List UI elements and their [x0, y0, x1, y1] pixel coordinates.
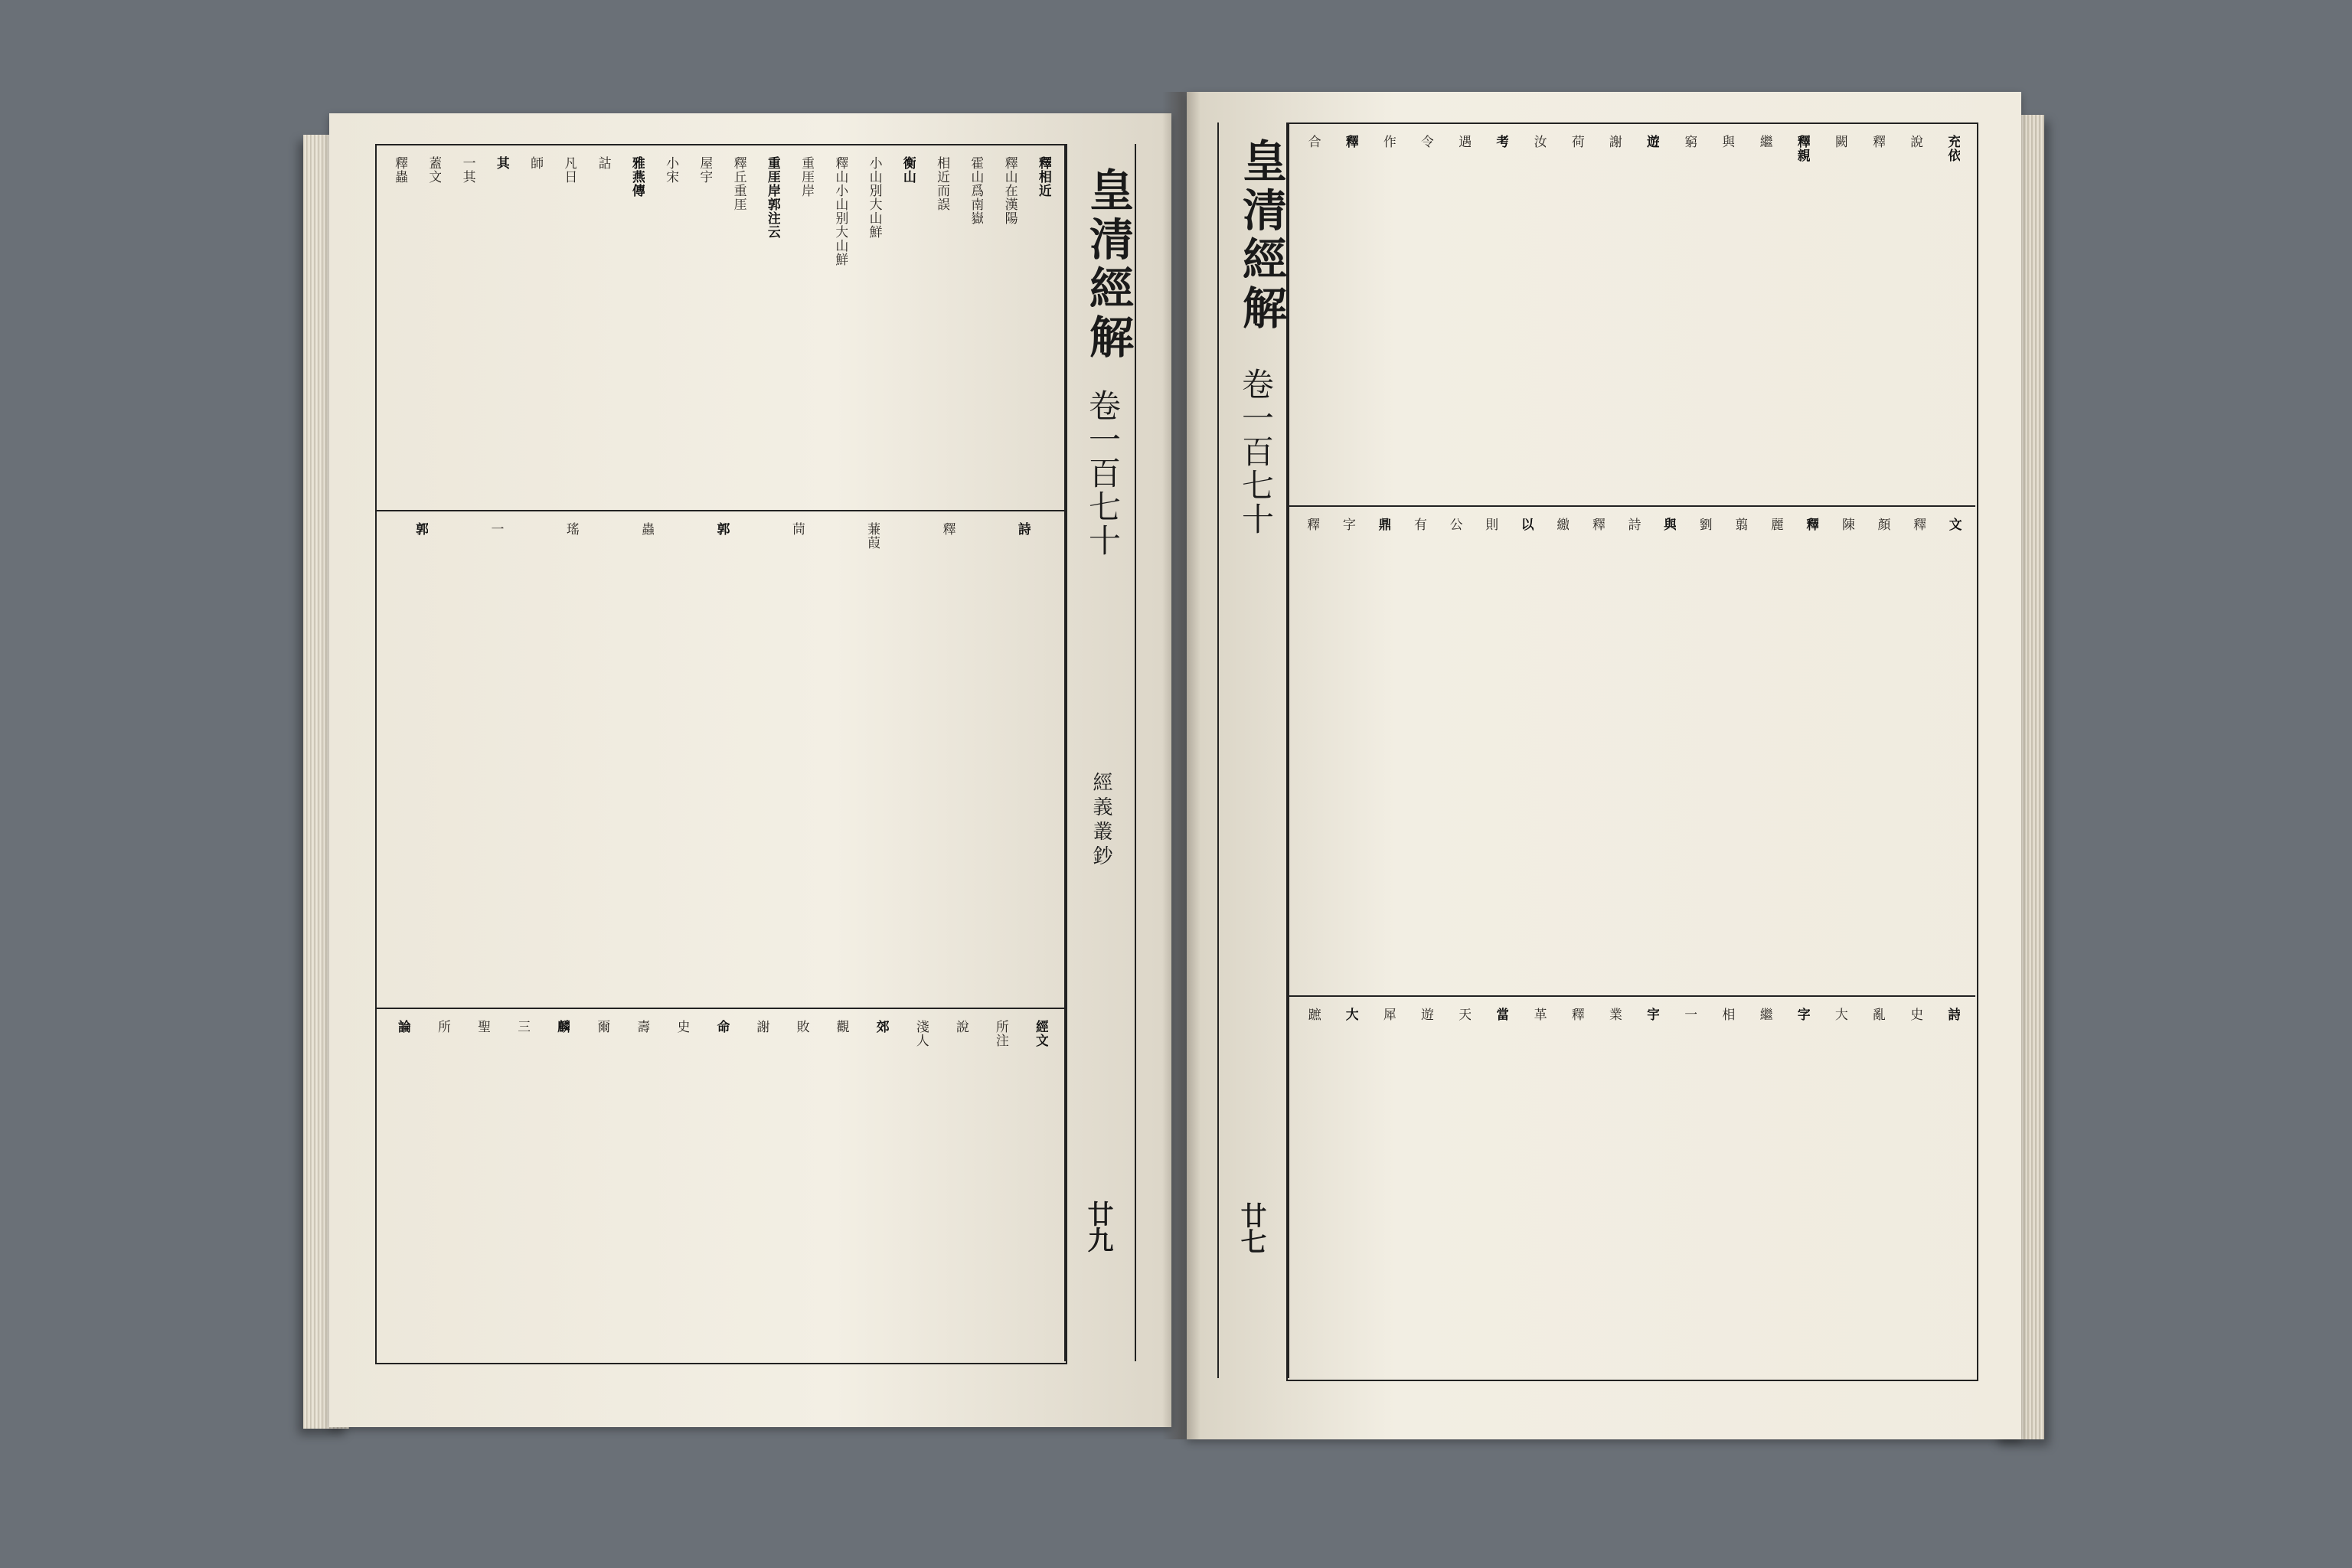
text-column: 釋山在漢陽 [1001, 156, 1018, 225]
text-column: 謝 [753, 1020, 769, 1034]
text-column: 有 [1411, 518, 1427, 531]
left-band-divider-2 [375, 1008, 1064, 1009]
text-column: 命 [714, 1020, 730, 1034]
text-column: 釋 [1870, 135, 1886, 149]
text-column: 詩 [1945, 1008, 1961, 1021]
text-column: 鼎 [1375, 518, 1391, 531]
text-column: 闕 [1831, 135, 1847, 149]
text-column: 與 [1661, 518, 1677, 531]
text-column: 聖 [475, 1020, 491, 1034]
text-column: 淺人 [913, 1020, 929, 1047]
text-column: 繳 [1553, 518, 1570, 531]
text-column: 遊 [1418, 1008, 1434, 1021]
text-column: 敗 [793, 1020, 809, 1034]
text-column: 一 [1681, 1008, 1697, 1021]
text-column: 釋 [939, 522, 956, 536]
text-column: 麟 [554, 1020, 570, 1034]
header-title: 皇清經解 [1082, 167, 1134, 363]
text-column: 霍山爲南嶽 [968, 156, 984, 225]
text-column: 釋蟲 [392, 156, 408, 184]
text-column: 字 [1794, 1008, 1810, 1021]
text-column: 亂 [1870, 1008, 1886, 1021]
text-column: 相近而誤 [934, 156, 950, 211]
text-column: 公 [1446, 518, 1462, 531]
text-column: 瑤 [563, 522, 579, 536]
text-column: 大 [1831, 1008, 1847, 1021]
text-column: 劉 [1696, 518, 1712, 531]
text-column: 大 [1342, 1008, 1358, 1021]
text-column: 作 [1380, 135, 1396, 149]
text-column: 充依 [1945, 135, 1961, 162]
text-column: 釋相近 [1035, 156, 1051, 198]
text-column: 犀 [1380, 1008, 1396, 1021]
text-column: 釋親 [1794, 135, 1810, 162]
text-column: 雅燕傳 [629, 156, 645, 198]
right-page [1187, 92, 2021, 1439]
text-column: 蒹葭 [864, 522, 880, 550]
juan-label-right: 卷一百七十 [1237, 368, 1275, 536]
right-band-divider-2 [1286, 995, 1975, 997]
text-column: 詁 [595, 156, 611, 170]
text-column: 顏 [1874, 518, 1890, 531]
text-column: 字 [1339, 518, 1355, 531]
right-band-divider-1 [1286, 505, 1975, 507]
text-column: 荷 [1568, 135, 1584, 149]
folio-number-right: 廿七 [1236, 1202, 1266, 1254]
text-column: 說 [1907, 135, 1923, 149]
text-column: 與 [1719, 135, 1735, 149]
text-column: 蓋文 [426, 156, 442, 184]
text-column: 一其 [459, 156, 475, 184]
text-column: 合 [1305, 135, 1321, 149]
text-column: 史 [1907, 1008, 1923, 1021]
text-column: 郭 [714, 522, 730, 536]
text-column: 遇 [1455, 135, 1472, 149]
text-column: 屋宇 [697, 156, 713, 184]
text-column: 則 [1482, 518, 1498, 531]
text-column: 當 [1493, 1008, 1509, 1021]
header-title-right: 皇清經解 [1235, 138, 1287, 334]
text-column: 觀 [833, 1020, 849, 1034]
text-column: 釋 [1803, 518, 1819, 531]
text-column: 遊 [1644, 135, 1660, 149]
text-column: 論 [395, 1020, 411, 1034]
text-column: 史 [674, 1020, 690, 1034]
book-gutter [1162, 92, 1200, 1439]
text-column: 窮 [1681, 135, 1697, 149]
text-column: 釋 [1589, 518, 1605, 531]
text-column: 翦 [1732, 518, 1748, 531]
text-column: 爾 [594, 1020, 610, 1034]
footer-text: 經義叢鈔 [1089, 772, 1112, 870]
text-column: 謝 [1606, 135, 1622, 149]
text-column: 重厓岸郭注云 [764, 156, 780, 239]
text-column: 師 [528, 156, 544, 170]
text-column: 一 [488, 522, 504, 536]
text-column: 壽 [634, 1020, 650, 1034]
text-column: 文 [1945, 518, 1962, 531]
text-column: 革 [1530, 1008, 1547, 1021]
text-column: 三 [514, 1020, 531, 1034]
text-column: 蹠 [1305, 1008, 1321, 1021]
folio-number: 廿九 [1083, 1200, 1113, 1253]
text-column: 陳 [1838, 518, 1854, 531]
text-column: 天 [1455, 1008, 1472, 1021]
text-column: 相 [1719, 1008, 1735, 1021]
text-column: 郭 [413, 522, 429, 536]
text-column: 說 [952, 1020, 969, 1034]
text-column: 凡日 [561, 156, 577, 184]
text-column: 重厓岸 [799, 156, 815, 198]
text-column: 詩 [1625, 518, 1641, 531]
text-column: 釋 [1342, 135, 1358, 149]
text-column: 所注 [992, 1020, 1008, 1047]
text-column: 釋 [1568, 1008, 1584, 1021]
text-column: 詩 [1014, 522, 1031, 536]
text-column: 茼 [789, 522, 805, 536]
text-column: 釋 [1910, 518, 1926, 531]
text-column: 經文 [1032, 1020, 1048, 1047]
text-column: 所 [435, 1020, 451, 1034]
text-column: 以 [1517, 518, 1534, 531]
text-column: 釋山小山别大山鮮 [832, 156, 848, 266]
text-column: 考 [1493, 135, 1509, 149]
text-column: 業 [1606, 1008, 1622, 1021]
text-column: 繼 [1756, 1008, 1772, 1021]
left-band-divider-1 [375, 510, 1064, 511]
text-column: 其 [493, 156, 509, 170]
text-column: 令 [1418, 135, 1434, 149]
text-column: 蟲 [639, 522, 655, 536]
text-column: 汝 [1530, 135, 1547, 149]
text-column: 釋丘重厓 [730, 156, 746, 211]
juan-label: 卷一百七十 [1084, 389, 1122, 557]
text-column: 小宋 [663, 156, 679, 184]
text-column: 宇 [1644, 1008, 1660, 1021]
text-column: 繼 [1756, 135, 1772, 149]
text-column: 郊 [873, 1020, 889, 1034]
text-column: 小山別大山鮮 [866, 156, 882, 239]
text-column: 釋 [1304, 518, 1320, 531]
text-column: 衡山 [900, 156, 916, 184]
left-page [329, 113, 1171, 1427]
text-column: 麗 [1767, 518, 1783, 531]
